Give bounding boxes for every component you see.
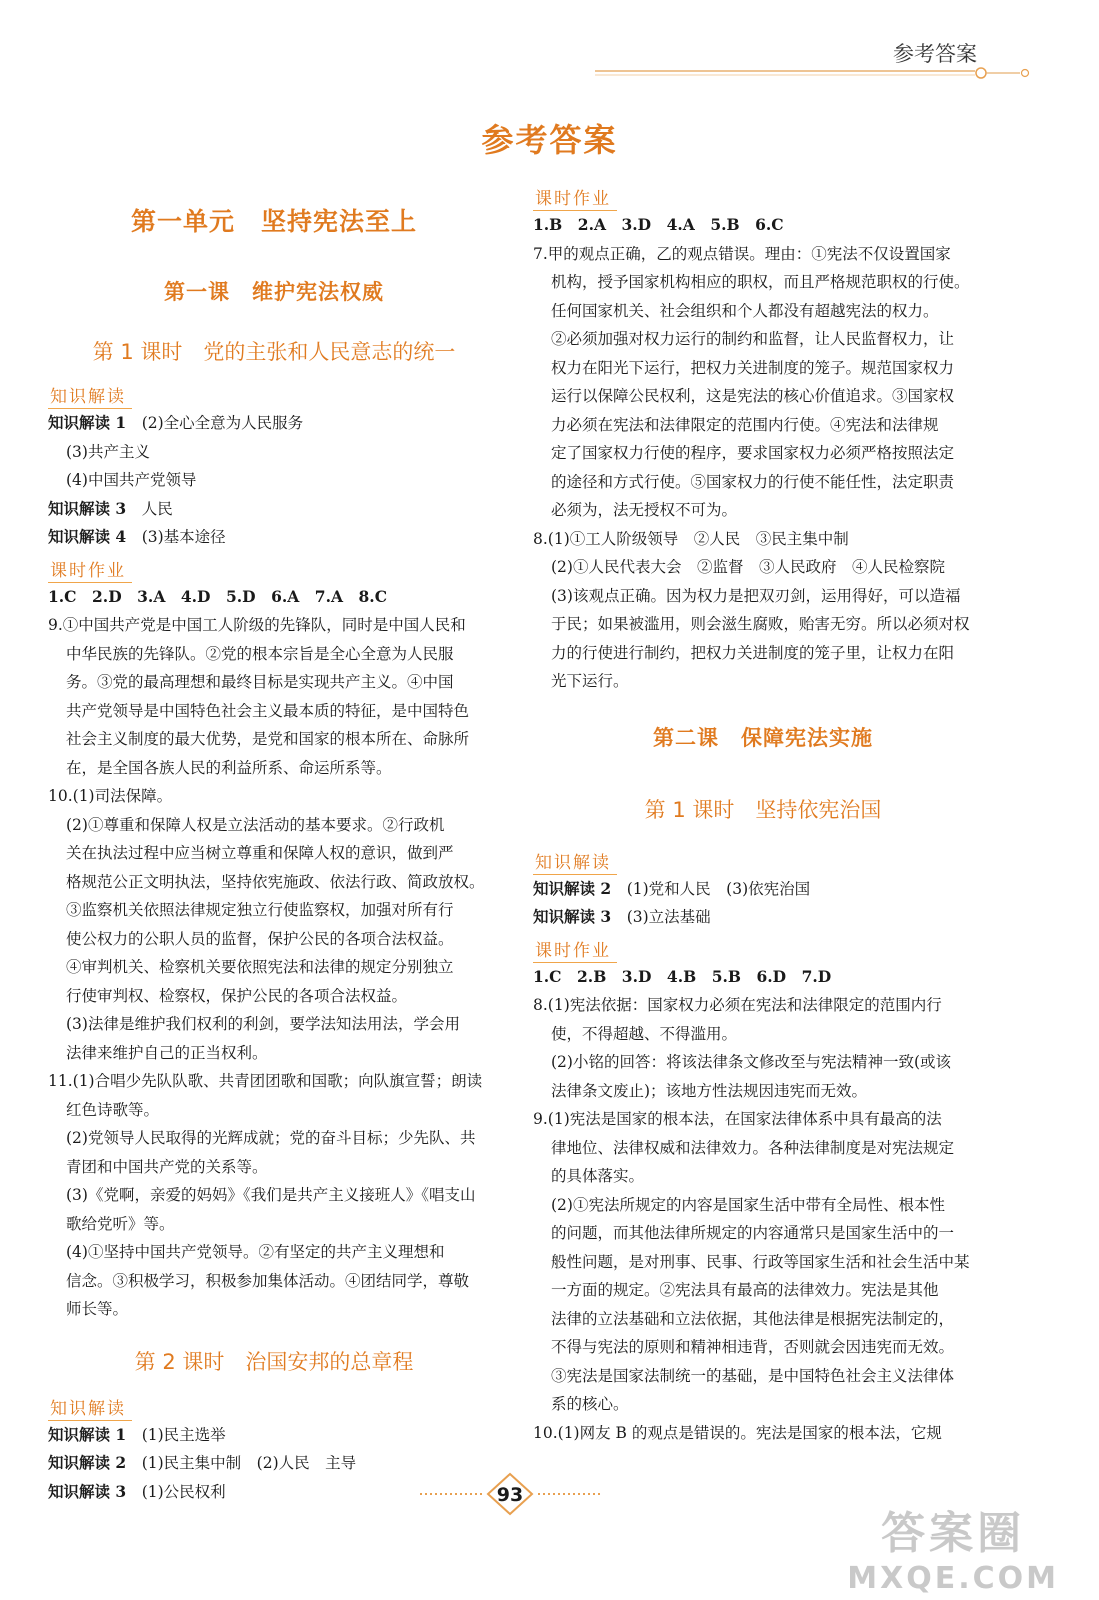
page-title: 参考答案 — [481, 121, 618, 159]
knowledge-label: 知识解读 1 — [48, 413, 127, 432]
page-number: 93 — [496, 1484, 524, 1506]
answer-line: 律地位、法律权威和法律效力。各种法律制度是对宪法规定 — [551, 1138, 955, 1157]
section-tag-homework: 课时作业 — [48, 556, 132, 583]
answer-q11 — [48, 1067, 500, 1324]
answer-line: 于民；如果被滥用，则会滋生腐败，贻害无穷。所以必须对权 — [551, 615, 970, 633]
knowledge-label: 知识解读 3 — [533, 907, 612, 926]
section-tag-knowledge: 知识解读 — [533, 848, 617, 875]
answer-line: 9.①中国共产党是中国工人阶级的先锋队，同时是中国人民和 — [48, 616, 466, 634]
left-column — [48, 180, 500, 1506]
answer-line: 10.(1)网友 B 的观点是错误的。宪法是国家的根本法，它规 — [533, 1423, 942, 1442]
period-heading-3: 第 1 课时 坚持依宪治国 — [644, 797, 882, 822]
answer-line: ③宪法是国家法制统一的基础，是中国特色社会主义法律体 — [551, 1366, 955, 1385]
answer-line: 一方面的规定。②宪法具有最高的法律效力。宪法是其他 — [551, 1281, 939, 1299]
answer-line: (2)党领导人民取得的光辉成就；党的奋斗目标；少先队、共 — [66, 1129, 476, 1147]
answer-line: 使，不得超越、不得滥用。 — [551, 1024, 738, 1043]
header-decorative-line — [595, 66, 1035, 80]
answer-line: 系的核心。 — [551, 1395, 629, 1413]
answer-line: 青团和中国共产党的关系等。 — [66, 1157, 268, 1176]
answer-line: 11.(1)合唱少先队队歌、共青团团歌和国歌；向队旗宣誓；朗读 — [48, 1072, 483, 1090]
answer-q8 — [533, 525, 993, 696]
answer-line: 法律条文废止)；该地方性法规因违宪而无效。 — [551, 1081, 868, 1100]
watermark-bottom: MXQE.COM — [847, 1561, 1059, 1596]
knowledge-text: 人民 — [141, 499, 173, 518]
answer-line: 社会主义制度的最大优势，是党和国家的根本所在、命脉所 — [66, 730, 470, 748]
section-tag-homework: 课时作业 — [533, 936, 617, 963]
answer-line: 力的行使进行制约，把权力关进制度的笼子里，让权力在阳 — [551, 643, 955, 662]
knowledge-label: 知识解读 4 — [48, 527, 127, 546]
answer-line: 8.(1)①工人阶级领导 ②人民 ③民主集中制 — [533, 529, 849, 548]
right-column — [533, 180, 993, 1447]
answer-line: (2)①宪法所规定的内容是国家生活中带有全局性、根本性 — [551, 1195, 945, 1214]
answer-line: 力必须在宪法和法律限定的范围内行使。④宪法和法律规 — [551, 415, 939, 434]
answer-line: (4)①坚持中国共产党领导。②有坚定的共产主义理想和 — [66, 1243, 445, 1261]
answer-line: (2)①人民代表大会 ②监督 ③人民政府 ④人民检察院 — [551, 558, 945, 576]
answer-line: 必须为，法无授权不可为。 — [551, 501, 738, 519]
knowledge-text: (2)全心全意为人民服务 — [141, 414, 304, 432]
answer-line: 的问题，而其他法律所规定的内容通常只是国家生活中的一 — [551, 1224, 955, 1242]
unit-heading: 第一单元 坚持宪法至上 — [130, 207, 417, 236]
answer-line: ②必须加强对权力运行的制约和监督，让人民监督权力，让 — [551, 330, 955, 348]
answer-line: 机构，授予国家机构相应的职权，而且严格规范职权的行使。 — [551, 273, 970, 291]
answer-line: (2)①尊重和保障人权是立法活动的基本要求。②行政机 — [66, 815, 445, 834]
knowledge-label: 知识解读 2 — [48, 1453, 127, 1472]
knowledge-text: (3)共产主义 — [66, 442, 150, 461]
choice-answers: 1.C 2.D 3.A 4.D 5.D 6.A 7.A 8.C — [48, 586, 388, 606]
answer-q9 — [48, 611, 500, 782]
answer-line: (2)小铭的回答：将该法律条文修改至与宪法精神一致(或该 — [551, 1053, 952, 1071]
answer-line: 中华民族的先锋队。②党的根本宗旨是全心全意为人民服 — [66, 644, 454, 663]
answer-q10b — [533, 1419, 993, 1448]
knowledge-text: (3)立法基础 — [626, 908, 711, 926]
answer-line: 务。③党的最高理想和最终目标是实现共产主义。④中国 — [66, 673, 454, 691]
answer-line: 信念。③积极学习，积极参加集体活动。④团结同学，尊敬 — [66, 1271, 470, 1290]
answer-line: (3)法律是维护我们权利的利剑，要学法知法用法，学会用 — [66, 1015, 460, 1033]
knowledge-label: 知识解读 1 — [48, 1424, 127, 1444]
answer-line: 般性问题，是对刑事、民事、行政等国家生活和社会生活中某 — [551, 1252, 970, 1271]
knowledge-label: 知识解读 2 — [533, 878, 612, 898]
answer-line: 行使审判权、检察权，保护公民的各项合法权益。 — [66, 986, 408, 1005]
answer-line: ④审判机关、检察机关要依照宪法和法律的规定分别独立 — [66, 958, 454, 976]
answer-line: 红色诗歌等。 — [66, 1100, 160, 1119]
section-tag-knowledge: 知识解读 — [48, 1394, 132, 1421]
section-tag-knowledge: 知识解读 — [48, 382, 132, 409]
answer-q9b — [533, 1105, 993, 1419]
answer-line: 9.(1)宪法是国家的根本法，在国家法律体系中具有最高的法 — [533, 1110, 942, 1128]
knowledge-text: (1)民主选举 — [141, 1425, 226, 1444]
answer-line: 定了国家权力行使的程序，要求国家权力必须严格按照法定 — [551, 444, 955, 462]
answer-line: 使公权力的公职人员的监督，保护公民的各项合法权益。 — [66, 929, 454, 948]
answer-line: 法律的立法基础和立法依据，其他法律是根据宪法制定的， — [551, 1309, 955, 1328]
answer-line: 7.甲的观点正确，乙的观点错误。理由：①宪法不仅设置国家 — [533, 244, 951, 263]
knowledge-label: 知识解读 3 — [48, 498, 127, 518]
answer-line: 光下运行。 — [551, 672, 629, 690]
header-label: 参考答案 — [893, 42, 977, 66]
answer-line: 运行以保障公民权利，这是宪法的核心价值追求。③国家权 — [551, 387, 955, 405]
answer-line: 不得与宪法的原则和精神相违背，否则就会因违宪而无效。 — [551, 1338, 955, 1356]
lesson-heading-2: 第二课 保障宪法实施 — [653, 725, 873, 750]
answer-line: 的途径和方式行使。⑤国家权力的行使不能任性，法定职责 — [551, 472, 955, 491]
watermark — [847, 1497, 1059, 1596]
answer-line: 在，是全国各族人民的利益所系、命运所系等。 — [66, 758, 392, 777]
answer-q7 — [533, 240, 993, 525]
section-tag-homework: 课时作业 — [533, 184, 617, 211]
knowledge-text: (1)公民权利 — [141, 1482, 226, 1501]
answer-line: 共产党领导是中国特色社会主义最本质的特征，是中国特色 — [66, 701, 470, 720]
knowledge-text: (3)基本途径 — [141, 528, 226, 546]
watermark-top: 答案圈 — [881, 1508, 1026, 1559]
answer-line: 师长等。 — [66, 1300, 129, 1318]
answer-line: 任何国家机关、社会组织和个人都没有超越宪法的权力。 — [551, 301, 939, 320]
answer-q10 — [48, 782, 500, 1067]
answer-q8b — [533, 991, 993, 1105]
answer-line: 法律来维护自己的正当权利。 — [66, 1043, 268, 1062]
answer-line: (3)《党啊，亲爱的妈妈》《我们是共产主义接班人》《唱支山 — [66, 1186, 476, 1204]
answer-line: 格规范公正文明执法，坚持依宪施政、依法行政、简政放权。 — [66, 872, 485, 891]
knowledge-label: 知识解读 3 — [48, 1481, 127, 1501]
knowledge-text: (1)党和人民 (3)依宪治国 — [626, 879, 811, 898]
knowledge-text: (4)中国共产党领导 — [66, 471, 197, 489]
answer-line: ③监察机关依照法律规定独立行使监察权，加强对所有行 — [66, 901, 454, 919]
choice-answers: 1.B 2.A 3.D 4.A 5.B 6.C — [533, 215, 784, 234]
answer-line: (3)该观点正确。因为权力是把双刃剑，运用得好，可以造福 — [551, 586, 961, 605]
period-heading-2: 第 2 课时 治国安邦的总章程 — [134, 1349, 414, 1374]
answer-line: 的具体落实。 — [551, 1167, 645, 1185]
period-heading-1: 第 1 课时 党的主张和人民意志的统一 — [92, 340, 456, 364]
page-number-badge — [420, 1472, 600, 1516]
answer-line: 权力在阳光下运行，把权力关进制度的笼子。规范国家权力 — [551, 358, 955, 377]
answer-line: 8.(1)宪法依据：国家权力必须在宪法和法律限定的范围内行 — [533, 996, 942, 1014]
choice-answers: 1.C 2.B 3.D 4.B 5.B 6.D 7.D — [533, 966, 832, 986]
knowledge-text: (1)民主集中制 (2)人民 主导 — [141, 1454, 357, 1472]
answer-line: 关在执法过程中应当树立尊重和保障人权的意识，做到严 — [66, 844, 454, 862]
answer-line: 10.(1)司法保障。 — [48, 787, 173, 805]
lesson-heading-1: 第一课 维护宪法权威 — [164, 280, 384, 304]
answer-line: 歌给党听》等。 — [66, 1214, 175, 1233]
